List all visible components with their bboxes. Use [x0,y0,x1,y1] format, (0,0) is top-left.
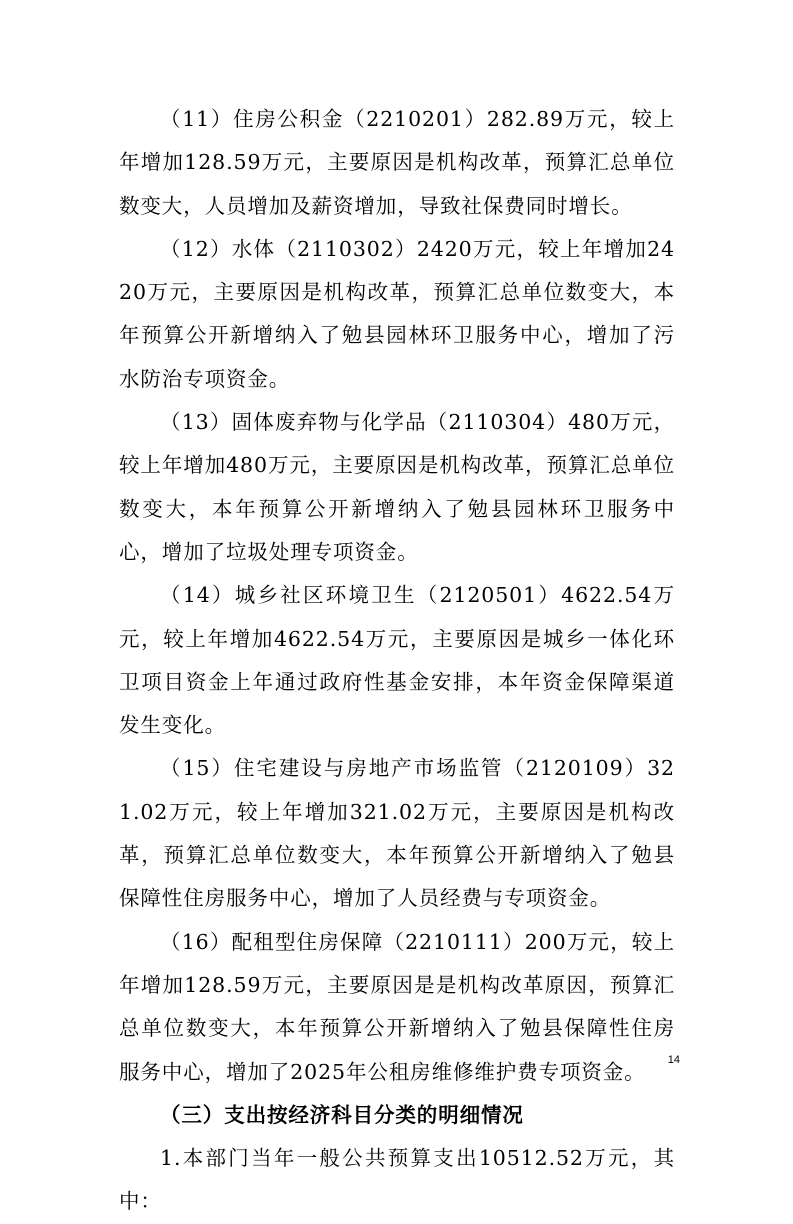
section-heading: （三）支出按经济科目分类的明细情况 [160,1102,524,1127]
paragraph-general-budget-expenditure: 1.本部门当年一般公共预算支出10512.52万元，其中： [119,1146,675,1214]
document-body [119,98,675,1224]
paragraph-environmental-sanitation: （14）城乡社区环境卫生（2120501）4622.54万元，较上年增加4622.54万元，主要原因是城乡一体化环卫项目资金上年通过政府性基金安排，本年资金保障渠道发生变化。 [119,583,675,738]
page-number: 14 [667,1054,680,1066]
paragraph-water-body: （12）水体（2110302）2420万元，较上年增加2420万元，主要原因是机构改革，预算汇总单位数变大，本年预算公开新增纳入了勉县园林环卫服务中心，增加了污水防治专项资金。 [119,236,675,391]
paragraph-housing-construction: （15）住宅建设与房地产市场监管（2120109）321.02万元，较上年增加321.02万元，主要原因是机构改革，预算汇总单位数变大，本年预算公开新增纳入了勉县保障性住房服务中心，增加了人员经费与专项资金。 [119,756,675,911]
paragraph-rental-housing: （16）配租型住房保障（2210111）200万元，较上年增加128.59万元，主要原因是是机构改革原因，预算汇总单位数变大，本年预算公开新增纳入了勉县保障性住房服务中心，增加了2025年公租房维修维护费专项资金。 [119,929,675,1084]
paragraph-solid-waste: （13）固体废弃物与化学品（2110304）480万元，较上年增加480万元，主要原因是机构改革，预算汇总单位数变大，本年预算公开新增纳入了勉县园林环卫服务中心，增加了垃圾处理专项资金。 [119,410,675,564]
paragraph-housing-provident-fund: （11）住房公积金（2210201）282.89万元，较上年增加128.59万元，主要原因是机构改革，预算汇总单位数变大，人员增加及薪资增加，导致社保费同时增长。 [119,107,675,218]
